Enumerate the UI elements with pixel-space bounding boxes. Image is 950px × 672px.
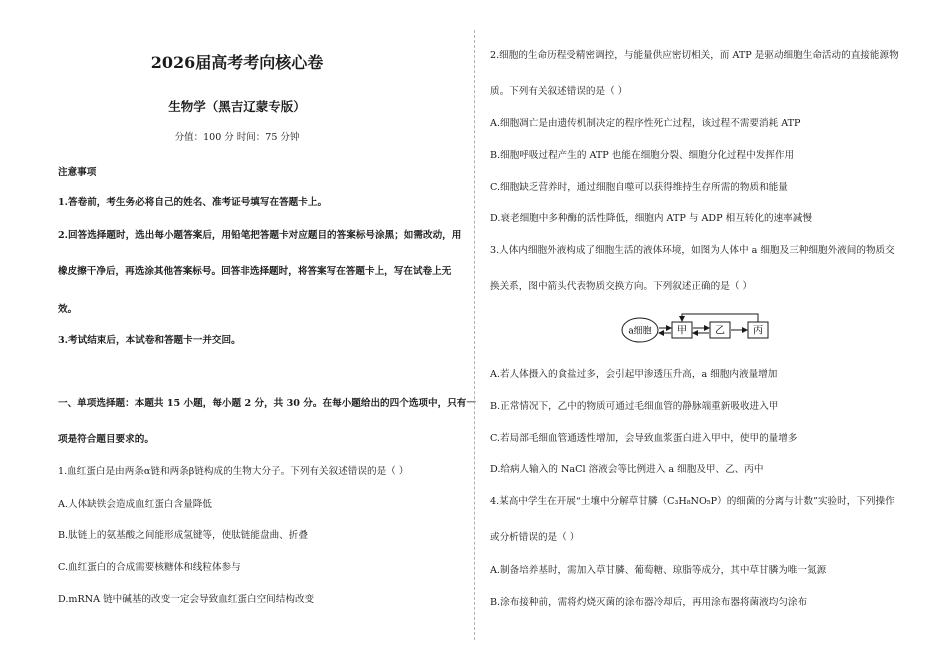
column-divider xyxy=(474,30,475,640)
q4-option-a: A.制备培养基时，需加入草甘膦、葡萄糖、琼脂等成分，其中草甘膦为唯一氮源 xyxy=(490,565,827,576)
notes-heading: 注意事项 xyxy=(58,167,97,178)
note-item-3: 3.考试结束后，本试卷和答题卡一并交回。 xyxy=(58,335,241,346)
arrow-bing-to-jia xyxy=(682,314,758,322)
section-heading-line-1: 一、单项选择题：本题共 15 小题，每小题 2 分，共 30 分。在每小题给出的四个选项中，只有一 xyxy=(58,398,476,409)
q2-option-c: C.细胞缺乏营养时，通过细胞自噬可以获得维持生存所需的物质和能量 xyxy=(490,182,788,193)
box-bing-label: 丙 xyxy=(753,325,763,337)
note-item-2-line-2: 橡皮擦干净后，再选涂其他答案标号。回答非选择题时，将答案写在答题卡上，写在试卷上无 xyxy=(58,266,452,277)
q3-option-d: D.给病人输入的 NaCl 溶液会等比例进入 a 细胞及甲、乙、丙中 xyxy=(490,464,764,475)
q2-stem-line-1: 2.细胞的生命历程受精密调控，与能量供应密切相关，而 ATP 是驱动细胞生命活动的直接能源物 xyxy=(490,50,899,61)
q4-stem-line-1: 4.某高中学生在开展“土壤中分解草甘膦（C₃H₈NO₅P）的细菌的分离与计数”实验时，下列操作 xyxy=(490,496,895,507)
q3-option-b: B.正常情况下，乙中的物质可通过毛细血管的静脉端重新吸收进入甲 xyxy=(490,401,779,412)
score-time: 分值：100 分 时间：75 分钟 xyxy=(174,132,300,143)
q3-stem-line-1: 3.人体内细胞外液构成了细胞生活的液体环境，如图为人体中 a 细胞及三种细胞外液间的物质交 xyxy=(490,245,895,256)
q4-stem-line-2: 或分析错误的是（ ） xyxy=(490,532,580,543)
fluid-exchange-diagram xyxy=(620,310,780,344)
q4-option-b: B.涂布接种前，需将灼烧灭菌的涂布器冷却后，再用涂布器将菌液均匀涂布 xyxy=(490,597,808,608)
section-heading-line-2: 项是符合题目要求的。 xyxy=(58,434,154,445)
q1-option-c: C.血红蛋白的合成需要核糖体和线粒体参与 xyxy=(58,562,241,573)
exam-subtitle: 生物学（黑吉辽蒙专版） xyxy=(168,99,306,114)
q3-option-a: A.若人体摄入的食盐过多，会引起甲渗透压升高，a 细胞内液量增加 xyxy=(490,369,778,380)
q1-option-a: A.人体缺铁会造成血红蛋白含量降低 xyxy=(58,499,212,510)
box-jia-label: 甲 xyxy=(677,325,687,337)
note-item-2-line-3: 效。 xyxy=(58,304,78,315)
box-yi-label: 乙 xyxy=(715,325,725,337)
q1-option-d: D.mRNA 链中碱基的改变一定会导致血红蛋白空间结构改变 xyxy=(58,594,315,605)
note-item-1: 1.答卷前，考生务必将自己的姓名、准考证号填写在答题卡上。 xyxy=(58,197,328,208)
q2-option-a: A.细胞凋亡是由遗传机制决定的程序性死亡过程，该过程不需要消耗 ATP xyxy=(490,118,801,129)
q3-stem-line-2: 换关系，图中箭头代表物质交换方向。下列叙述正确的是（ ） xyxy=(490,281,753,292)
right-column xyxy=(476,0,950,672)
note-item-2-line-1: 2.回答选择题时，选出每小题答案后，用铅笔把答题卡对应题目的答案标号涂黑；如需改动，用 xyxy=(58,230,462,241)
q3-option-c: C.若局部毛细血管通透性增加，会导致血浆蛋白进入甲中，使甲的量增多 xyxy=(490,433,798,444)
q2-stem-line-2: 质。下列有关叙述错误的是（ ） xyxy=(490,86,628,97)
q2-option-b: B.细胞呼吸过程产生的 ATP 也能在细胞分裂、细胞分化过程中发挥作用 xyxy=(490,150,795,161)
q2-option-d: D.衰老细胞中多种酶的活性降低，细胞内 ATP 与 ADP 相互转化的速率减慢 xyxy=(490,213,812,224)
q1-stem: 1.血红蛋白是由两条α链和两条β链构成的生物大分子。下列有关叙述错误的是（ ） xyxy=(58,466,409,477)
cell-a-label: a细胞 xyxy=(628,326,652,337)
exam-title: 2026届高考考向核心卷 xyxy=(150,53,324,72)
q1-option-b: B.肽链上的氨基酸之间能形成氢键等，使肽链能盘曲、折叠 xyxy=(58,530,308,541)
left-column xyxy=(0,0,474,672)
